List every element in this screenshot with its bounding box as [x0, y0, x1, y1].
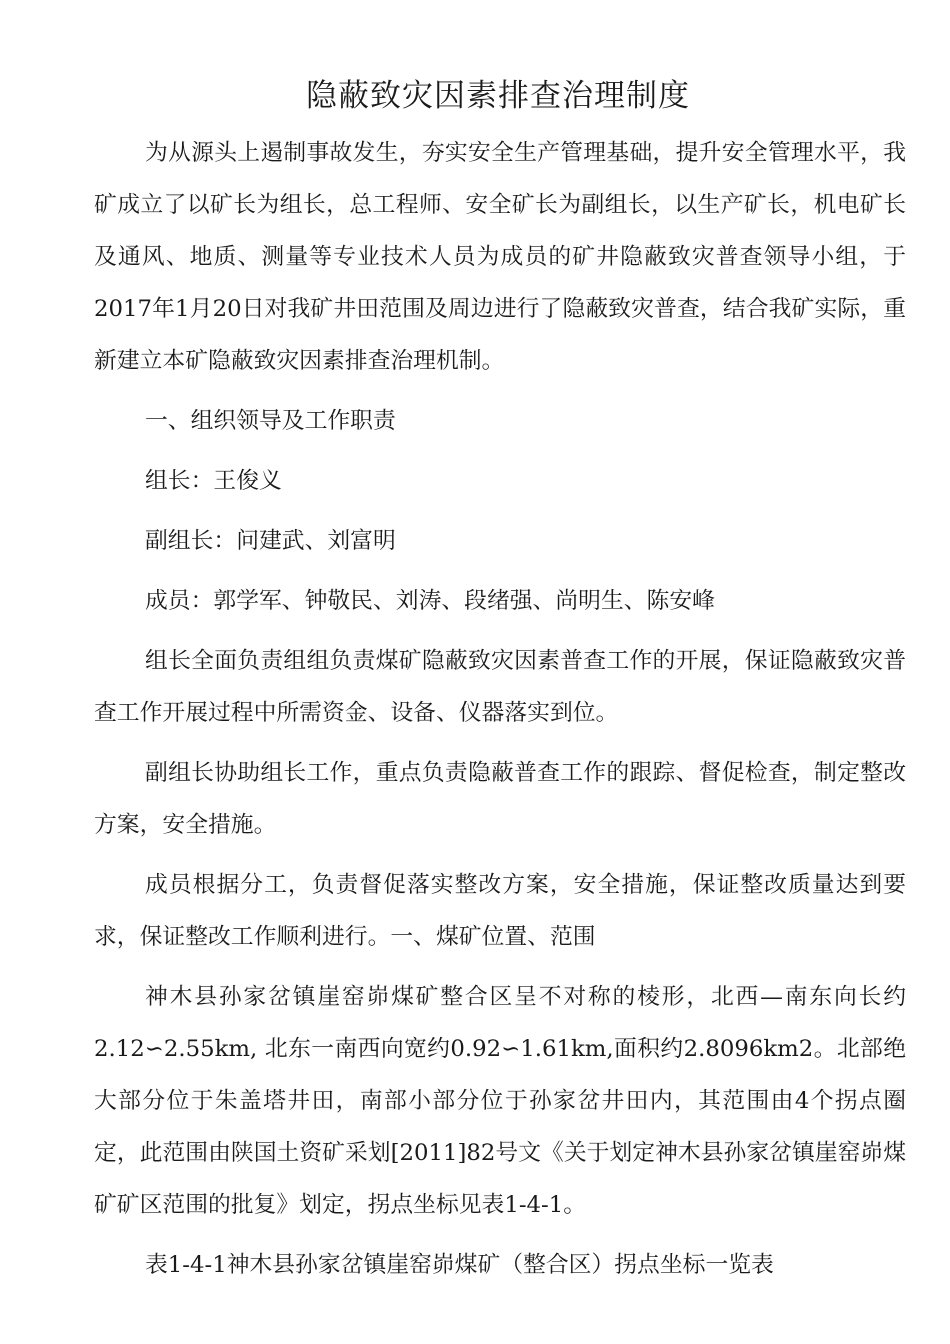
paragraph-member-duties: 成员根据分工，负责督促落实整改方案，安全措施，保证整改质量达到要求，保证整改工作顺利进行。一、煤矿位置、范围 — [94, 872, 906, 950]
section-heading-organization: 一、组织领导及工作职责 — [145, 408, 396, 434]
paragraph-mine-location: 神木县孙家岔镇崖窑峁煤矿整合区呈不对称的棱形，北西—南东向长约2.12∽2.55km, 北东一南西向宽约0.92∽1.61km,面积约2.8096km2。北部绝大部分位于朱盖塔井田，南部小部分位于孙家岔井田内，其范围由4个拐点圈定，此范围由陕国土资矿采划[2011]82号文《关于划定神木县孙家岔镇崖窑峁煤矿矿区范围的批复》划定，拐点坐标见表1-4-1。 — [94, 984, 906, 1218]
document-title: 隐蔽致灾因素排查治理制度 — [306, 78, 690, 114]
document-body — [94, 127, 906, 1291]
paragraph-deputy-leaders: 副组长：问建武、刘富明 — [145, 528, 396, 554]
paragraph-leader-duties: 组长全面负责组组负责煤矿隐蔽致灾因素普查工作的开展，保证隐蔽致灾普查工作开展过程中所需资金、设备、仪器落实到位。 — [94, 648, 906, 726]
paragraph-intro: 为从源头上遏制事故发生，夯实安全生产管理基础，提升安全管理水平，我矿成立了以矿长为组长，总工程师、安全矿长为副组长，以生产矿长，机电矿长及通风、地质、测量等专业技术人员为成员的矿井隐蔽致灾普查领导小组，于2017年1月20日对我矿井田范围及周边进行了隐蔽致灾普查，结合我矿实际，重新建立本矿隐蔽致灾因素排查治理机制。 — [94, 140, 906, 374]
paragraph-deputy-duties: 副组长协助组长工作，重点负责隐蔽普查工作的跟踪、督促检查，制定整改方案，安全措施。 — [94, 760, 906, 838]
table-caption: 表1-4-1神木县孙家岔镇崖窑峁煤矿（整合区）拐点坐标一览表 — [145, 1252, 774, 1278]
paragraph-leader: 组长：王俊义 — [145, 468, 282, 494]
paragraph-members: 成员：郭学军、钟敬民、刘涛、段绪强、尚明生、陈安峰 — [145, 588, 715, 614]
